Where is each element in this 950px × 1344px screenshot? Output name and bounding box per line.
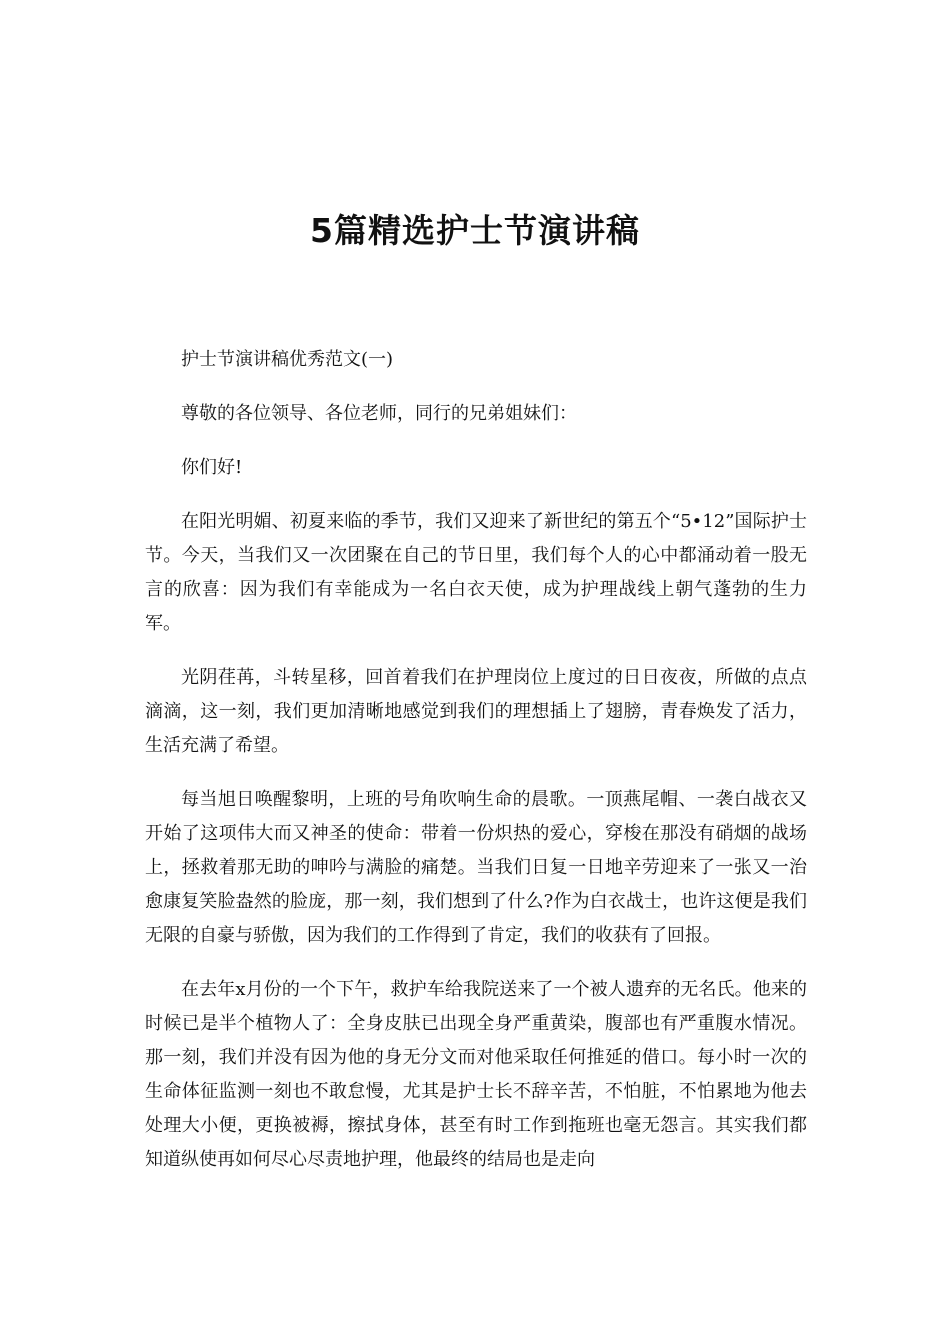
salutation: 尊敬的各位领导、各位老师，同行的兄弟姐妹们： xyxy=(181,403,577,424)
document-title: 5篇精选护士节演讲稿 xyxy=(310,211,640,250)
paragraph: 光阴荏苒，斗转星移，回首着我们在护理岗位上度过的日日夜夜，所做的点点滴滴，这一刻，我们更加清晰地感觉到我们的理想插上了翅膀，青春焕发了活力，生活充满了希望。 xyxy=(145,667,807,756)
greeting: 你们好! xyxy=(181,457,243,478)
document-body xyxy=(145,343,807,1197)
paragraph: 每当旭日唤醒黎明，上班的号角吹响生命的晨歌。一顶燕尾帽、一袭白战衣又开始了这项伟大而又神圣的使命：带着一份炽热的爱心，穿梭在那没有硝烟的战场上，拯救着那无助的呻吟与满脸的痛楚。当我们日复一日地辛劳迎来了一张又一治愈康复笑脸盎然的脸庞，那一刻，我们想到了什么?作为白衣战士，也许这便是我们无限的自豪与骄傲，因为我们的工作得到了肯定，我们的收获有了回报。 xyxy=(145,789,807,946)
paragraph: 在去年x月份的一个下午，救护车给我院送来了一个被人遗弃的无名氏。他来的时候已是半个植物人了：全身皮肤已出现全身严重黄染，腹部也有严重腹水情况。那一刻，我们并没有因为他的身无分文而对他采取任何推延的借口。每小时一次的生命体征监测一刻也不敢怠慢，尤其是护士长不辞辛苦，不怕脏，不怕累地为他去处理大小便，更换被褥，擦拭身体，甚至有时工作到拖班也毫无怨言。其实我们都知道纵使再如何尽心尽责地护理，他最终的结局也是走向 xyxy=(145,979,807,1170)
paragraph: 在阳光明媚、初夏来临的季节，我们又迎来了新世纪的第五个“5•12”国际护士节。今天，当我们又一次团聚在自己的节日里，我们每个人的心中都涌动着一股无言的欣喜：因为我们有幸能成为一名白衣天使，成为护理战线上朝气蓬勃的生力军。 xyxy=(145,511,807,634)
section-heading: 护士节演讲稿优秀范文(一) xyxy=(181,349,394,370)
